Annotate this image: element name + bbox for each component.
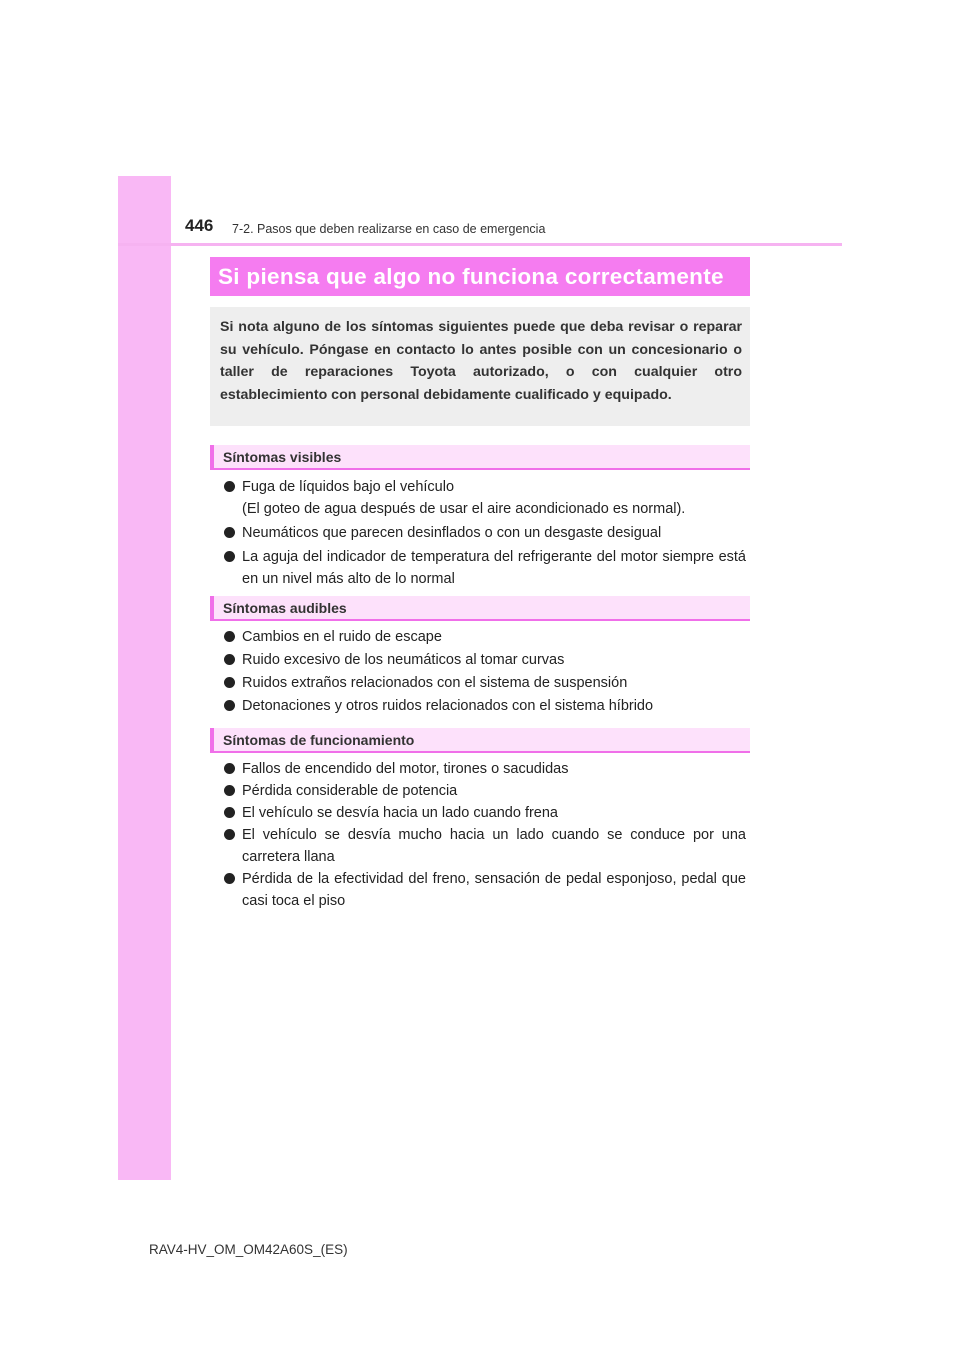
list-item-text: Ruidos extraños relacionados con el sistema de suspensión (242, 675, 628, 691)
bullet-icon (224, 829, 235, 840)
bullet-icon (224, 527, 235, 538)
bullet-icon (224, 807, 235, 818)
bullet-icon (224, 873, 235, 884)
list-item-text: El vehículo se desvía mucho hacia un lado cuando se conduce por una carretera llana (242, 827, 746, 865)
section-heading-label: Síntomas visibles (223, 448, 342, 465)
section-heading-label: Síntomas audibles (223, 599, 347, 616)
page-title-bar (210, 257, 750, 296)
list-item (224, 649, 746, 671)
intro-box (210, 307, 750, 426)
bullet-icon (224, 677, 235, 688)
bullet-icon (224, 481, 235, 492)
bullet-icon (224, 763, 235, 774)
page-number: 446 (185, 216, 214, 235)
section-heading-label: Síntomas de funcionamiento (223, 731, 415, 748)
list-item (224, 780, 746, 802)
list-item-text: El vehículo se desvía hacia un lado cuando frena (242, 805, 558, 821)
list-item-text: Cambios en el ruido de escape (242, 629, 442, 645)
bullet-icon (224, 700, 235, 711)
list-item-text: Fallos de encendido del motor, tirones o sacudidas (242, 761, 569, 777)
list-item (224, 672, 746, 694)
list-item (224, 824, 746, 868)
sidebar-tab (118, 176, 171, 1180)
document-code-footer: RAV4-HV_OM_OM42A60S_(ES) (149, 1242, 348, 1257)
list-item-text: La aguja del indicador de temperatura del refrigerante del motor siempre está en un nivel más alto de lo normal (242, 549, 746, 587)
section-heading-operation (210, 728, 750, 753)
bullet-icon (224, 551, 235, 562)
symptom-list-visible (224, 476, 746, 590)
header-divider (118, 243, 842, 246)
bullet-icon (224, 631, 235, 642)
list-item (224, 802, 746, 824)
list-item-text: Detonaciones y otros ruidos relacionados con el sistema híbrido (242, 698, 654, 714)
symptom-list-audible (224, 626, 746, 717)
list-item (224, 695, 746, 717)
symptom-list-operation (224, 758, 746, 912)
list-item (224, 546, 746, 590)
section-breadcrumb: 7-2. Pasos que deben realizarse en caso de emergencia (232, 222, 546, 236)
list-item-text: Pérdida de la efectividad del freno, sensación de pedal esponjoso, pedal que casi toca el piso (242, 871, 746, 909)
page-title: Si piensa que algo no funciona correctamente (218, 263, 724, 289)
list-item-text: Neumáticos que parecen desinflados o con un desgaste desigual (242, 525, 662, 541)
list-item-text: Fuga de líquidos bajo el vehículo (El goteo de agua después de usar el aire acondicionado es normal). (242, 479, 686, 517)
list-item (224, 476, 746, 520)
list-item (224, 522, 746, 544)
list-item (224, 626, 746, 648)
list-item (224, 758, 746, 780)
section-heading-visible (210, 445, 750, 470)
list-item (224, 868, 746, 912)
intro-text: Si nota alguno de los síntomas siguientes puede que deba revisar o reparar su vehículo. Póngase en contacto lo antes posible con un concesionario o taller de reparaciones Toyota autorizado, o con cualquier otro establecimiento con personal debidamente cualificado y equipado. (220, 319, 742, 403)
list-item-text: Ruido excesivo de los neumáticos al tomar curvas (242, 652, 565, 668)
bullet-icon (224, 785, 235, 796)
bullet-icon (224, 654, 235, 665)
list-item-text: Pérdida considerable de potencia (242, 783, 458, 799)
section-heading-audible (210, 596, 750, 621)
